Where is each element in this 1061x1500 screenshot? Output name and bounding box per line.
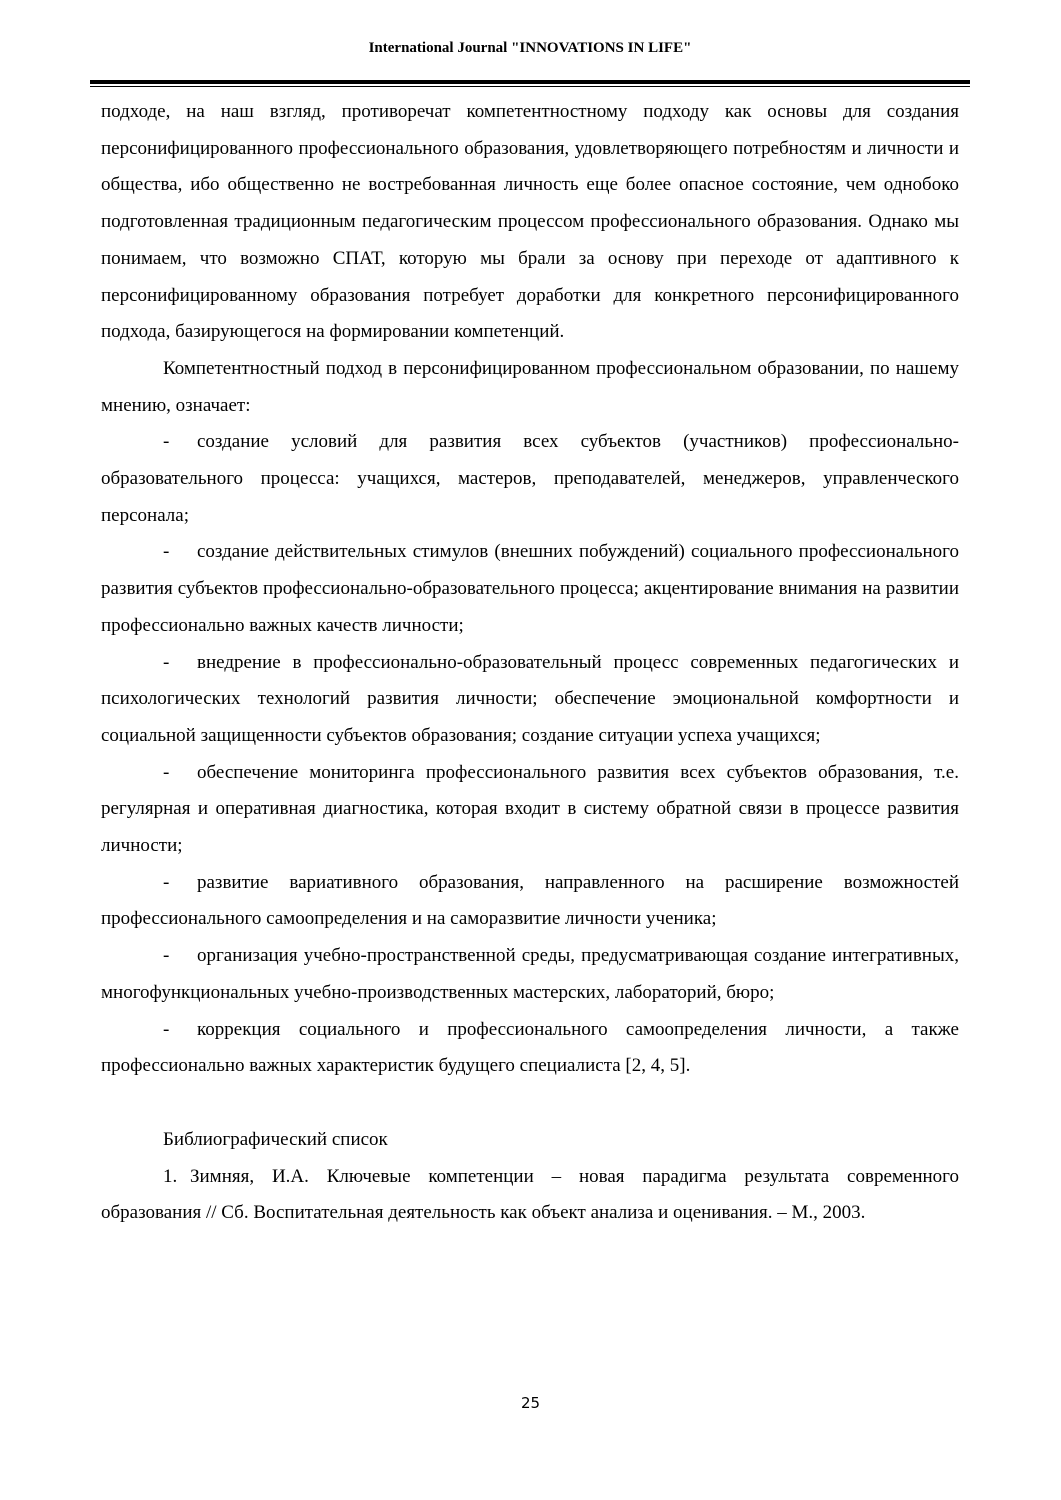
list-item [101, 534, 959, 644]
list-item [101, 645, 959, 755]
list-item-text: коррекция социального и профессионального самоопределения личности, а также профессионально важных характеристик будущего специалиста [2, 4, 5]. [101, 1018, 959, 1077]
list-item-text: создание действительных стимулов (внешних побуждений) социального профессионального развития субъектов профессионально-образовательного процесса; акцентирование внимания на развитии профессионально важных качеств личности; [101, 541, 959, 636]
list-item [101, 938, 959, 1011]
list-dash: - [163, 431, 170, 453]
list-item [101, 424, 959, 534]
bibliography-item-number: 1. [163, 1165, 178, 1187]
header-rule-thick [90, 80, 970, 84]
bibliography-item [101, 1159, 959, 1232]
list-dash: - [163, 945, 170, 967]
list-item-text: создание условий для развития всех субъектов (участников) профессионально-образовательного процесса: учащихся, мастеров, преподавателей, менеджеров, управленческого персонала; [101, 431, 959, 526]
list-item [101, 755, 959, 865]
list-item-text: внедрение в профессионально-образовательный процесс современных педагогических и психологических технологий развития личности; обеспечение эмоциональной комфортности и социальной защищенности субъектов образования; создание ситуации успеха учащихся; [101, 651, 959, 746]
header-rule-thin [90, 86, 970, 87]
list-dash: - [163, 1018, 170, 1040]
list-dash: - [163, 651, 170, 673]
bibliography-item-text: Зимняя, И.А. Ключевые компетенции – новая парадигма результата современного образования // Сб. Воспитательная деятельность как объект анализа и оценивания. – М., 2003. [101, 1165, 959, 1224]
bibliography-heading: Библиографический список [163, 1128, 388, 1150]
list-item-text: обеспечение мониторинга профессионального развития всех субъектов образования, т.е. регулярная и оперативная диагностика, которая входит в систему обратной связи в процессе развития личности; [101, 761, 959, 857]
list-item-text: развитие вариативного образования, направленного на расширение возможностей профессионального самоопределения и на саморазвитие личности ученика; [101, 871, 959, 930]
lead-paragraph: Компетентностный подход в персонифицированном профессиональном образовании, по нашему мнению, означает: [101, 357, 959, 416]
section-gap [101, 1085, 959, 1122]
list-item [101, 865, 959, 938]
list-item [101, 1012, 959, 1085]
page-number: 25 [520, 1394, 541, 1412]
list-dash: - [163, 871, 170, 893]
journal-header: International Journal "INNOVATIONS IN LIFE" [368, 40, 692, 56]
list-dash: - [163, 761, 170, 783]
article-body [101, 94, 959, 1232]
list-dash: - [163, 541, 170, 563]
intro-paragraph: подходе, на наш взгляд, противоречат компетентностному подходу как основы для создания персонифицированного профессионального образования, удовлетворяющего потребностям и личности и общества, ибо общественно не востребованная личность еще более опасное состояние, чем однобоко подготовленная традиционным педагогическим процессом профессионального образования. Однако мы понимаем, что возможно СПАТ, которую мы брали за основу при переходе от адаптивного к персонифицированному образования потребует доработки для конкретного персонифицированного подхода, базирующегося на формировании компетенций. [101, 101, 959, 343]
list-item-text: организация учебно-пространственной среды, предусматривающая создание интегративных, многофункциональных учебно-производственных мастерских, лабораторий, бюро; [101, 945, 959, 1003]
